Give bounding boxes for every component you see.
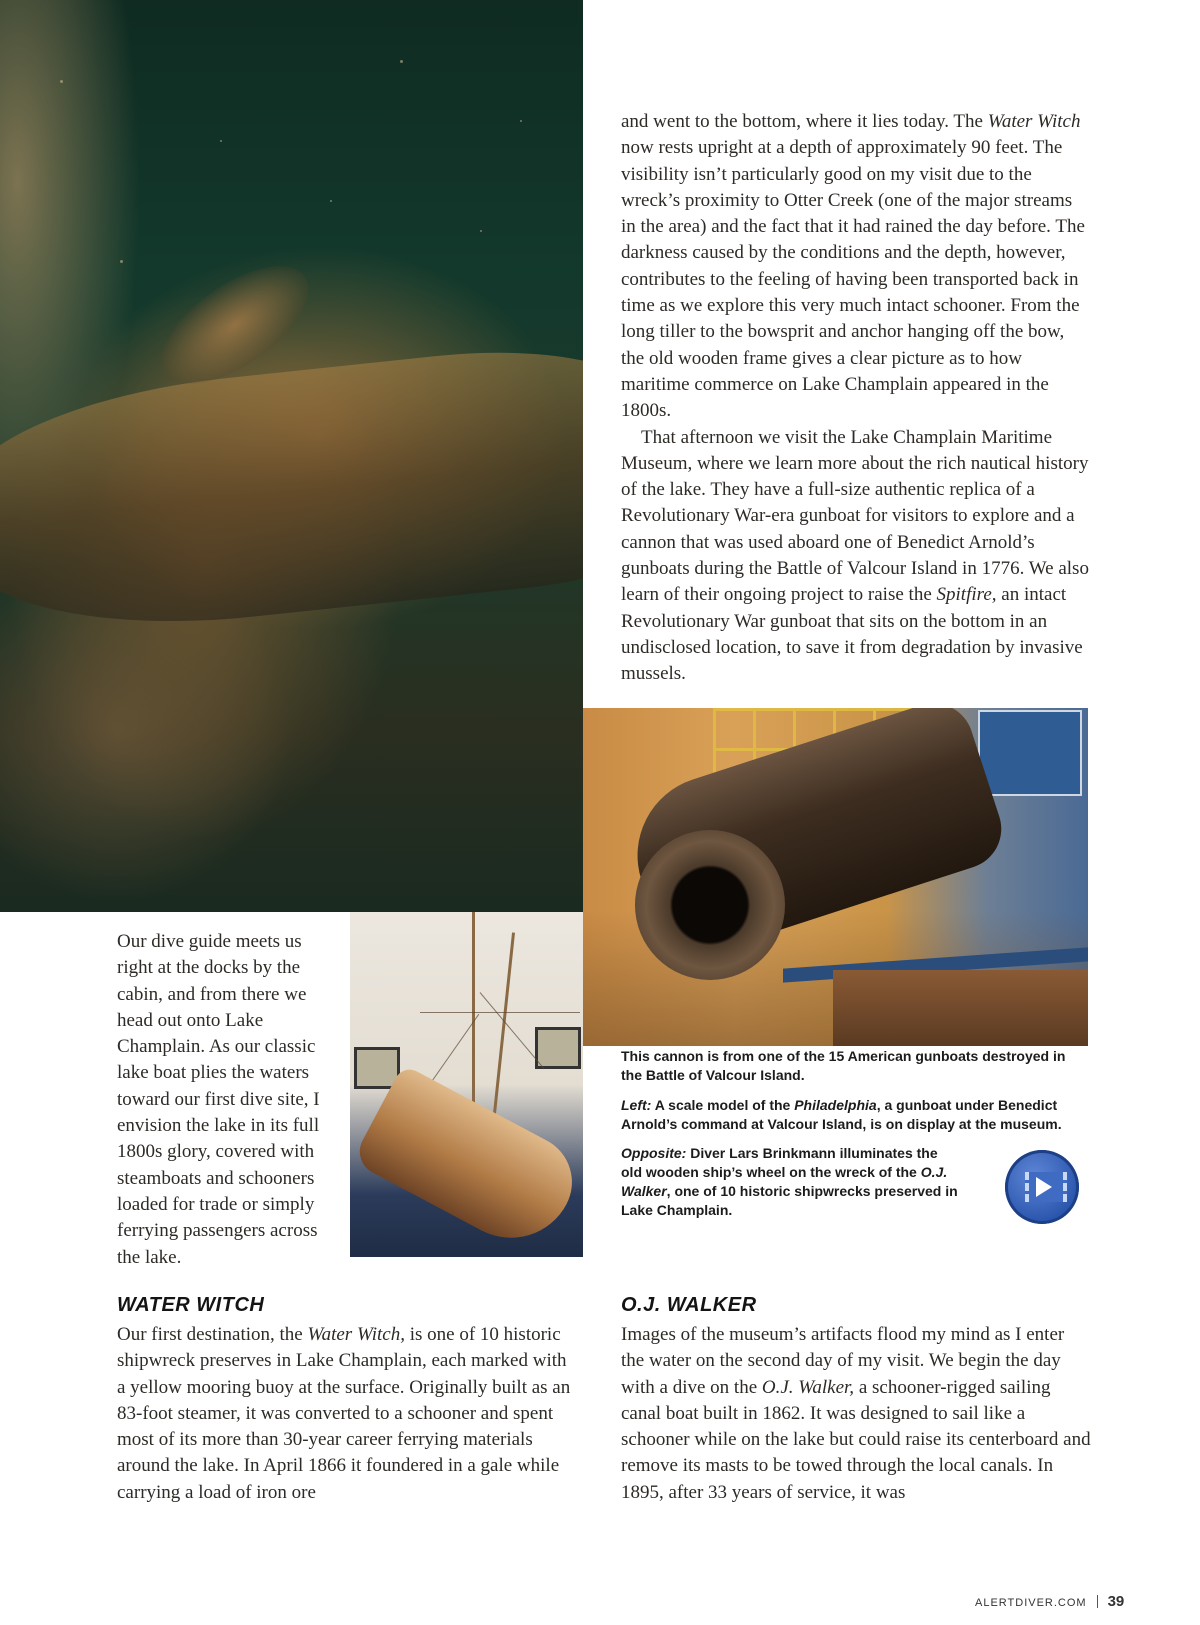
video-play-button[interactable] <box>1005 1150 1079 1224</box>
water-witch-column <box>117 1322 579 1506</box>
ship-hull-shape <box>351 1064 583 1257</box>
particle <box>520 120 522 122</box>
ship-name: O.J. Walker <box>621 1164 948 1199</box>
museum-poster-shape <box>978 710 1082 796</box>
paragraph <box>117 1322 579 1506</box>
left-column-narrow <box>117 929 342 1271</box>
particle <box>60 80 63 83</box>
rigging-shape <box>420 1012 580 1013</box>
caption-label: Opposite: <box>621 1145 687 1161</box>
ship-name: Water Witch, <box>307 1324 405 1345</box>
text: now rests upright at a depth of approximately 90 feet. The visibility isn’t particularly good on my visit due to the wreck’s proximity to Otter Creek (one of the major streams in the area) and the fact that it had rained the day before. The darkness caused by the conditions and the depth, however, contributes to the feeling of having been transported back in time as we explore this very much intact schooner. From the long tiller to the bowsprit and anchor hanging off the bow, the old wooden frame gives a clear picture as to how maritime commerce on Lake Champlain appeared in the 1800s. <box>621 137 1085 422</box>
page-number: 39 <box>1107 1593 1125 1610</box>
text: and went to the bottom, where it lies today. The <box>621 111 988 132</box>
paragraph <box>621 425 1091 688</box>
opposite-caption <box>621 1144 961 1220</box>
ship-name: Philadelphia <box>794 1097 877 1113</box>
section-heading-oj-walker: O.J. WALKER <box>621 1294 757 1316</box>
cannon-photo <box>583 708 1088 1046</box>
footer-divider <box>1097 1595 1098 1608</box>
wall-picture-shape <box>535 1027 581 1069</box>
text: Images of the museum’s artifacts flood my mind as I enter the water on the second day of my visit. We begin the day with a dive on the <box>621 1324 1065 1398</box>
particle <box>480 230 482 232</box>
paragraph <box>621 1322 1091 1506</box>
text: is one of 10 historic shipwreck preserves in Lake Champlain, each marked with a yellow mooring buoy at the surface. Originally built as an 83-foot steamer, it was converted to a schooner and spent most of its more than 30-year career ferrying materials around the lake. In April 1866 it foundered in a gale while carrying a load of iron ore <box>117 1324 571 1503</box>
particle <box>220 140 222 142</box>
paragraph <box>621 109 1091 425</box>
play-triangle-icon <box>1036 1177 1052 1197</box>
model-caption <box>621 1096 1083 1134</box>
page-footer <box>975 1593 1124 1610</box>
ship-name: Spitfire, <box>936 584 997 606</box>
cannon-caption: This cannon is from one of the 15 American gunboats destroyed in the Battle of Valcour Island. <box>621 1048 1066 1083</box>
section-heading-water-witch: WATER WITCH <box>117 1294 265 1316</box>
text: a schooner-rigged sailing canal boat built in 1862. It was designed to sail like a schooner while on the lake but could raise its centerboard and remove its masts to be towed through the local canals. In 1895, after 33 years of service, it was <box>621 1376 1091 1503</box>
text: , one of 10 historic shipwrecks preserved in Lake Champlain. <box>621 1183 958 1218</box>
wooden-crate-shape <box>833 970 1088 1046</box>
ship-model-photo <box>350 912 583 1257</box>
particle <box>330 200 332 202</box>
ship-name: Water Witch <box>987 111 1081 132</box>
text: A scale model of the <box>651 1097 795 1113</box>
wreck-photo <box>0 0 583 912</box>
text: That afternoon we visit the Lake Champlain Maritime Museum, where we learn more about the rich nautical history of the lake. They have a full-size authentic replica of a Revolutionary War-era gunboat for visitors to explore and a cannon that was used aboard one of Benedict Arnold’s gunboats during the Battle of Valcour Island in 1776. We also learn of their ongoing project to raise the <box>621 426 1089 606</box>
particle <box>120 260 123 263</box>
text: Our first destination, the <box>117 1324 308 1345</box>
ship-name: O.J. Walker, <box>761 1376 855 1398</box>
paragraph: Our dive guide meets us right at the docks by the cabin, and from there we head out onto Lake Champlain. As our classic lake boat plies the waters toward our first dive site, I envision the lake in its full 1800s glory, covered with steamboats and schooners loaded for trade or simply ferrying passengers across the lake. <box>117 931 320 1268</box>
caption-label: Left: <box>621 1097 652 1113</box>
cannon-muzzle-shape <box>635 830 785 980</box>
oj-walker-column <box>621 1322 1091 1506</box>
text: an intact Revolutionary War gunboat that sits on the bottom in an undisclosed location, to save it from degradation by invasive mussels. <box>621 584 1083 685</box>
wreck-hull-shape <box>0 334 583 646</box>
right-column-top <box>621 109 1091 688</box>
text: , a gunboat under Benedict Arnold’s command at Valcour Island, is on display at the museum. <box>621 1097 1062 1132</box>
particle <box>400 60 403 63</box>
site-link[interactable]: ALERTDIVER.COM <box>975 1597 1087 1609</box>
text: Diver Lars Brinkmann illuminates the old wooden ship’s wheel on the wreck of the <box>621 1145 938 1180</box>
